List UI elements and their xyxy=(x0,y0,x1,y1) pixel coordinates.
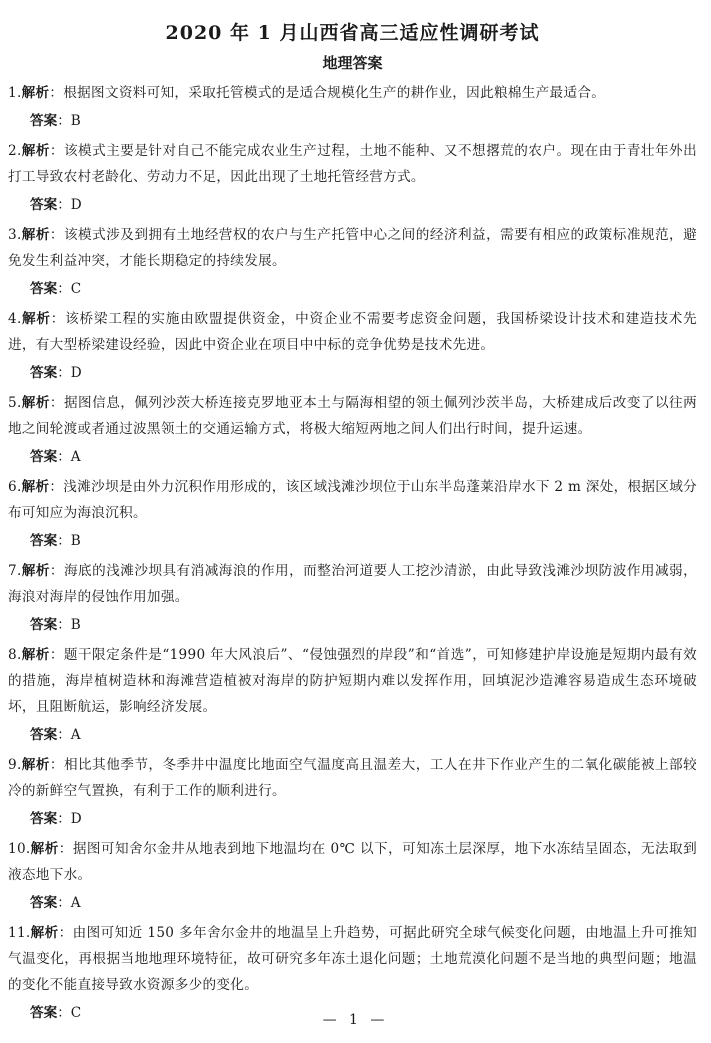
answer-label: 答案 xyxy=(30,895,58,911)
answer-label: 答案 xyxy=(30,617,58,633)
question-answer xyxy=(30,108,697,134)
question-analysis xyxy=(8,920,697,998)
question-number: 1. xyxy=(8,85,22,101)
question-analysis xyxy=(8,80,697,106)
analysis-label: 解析 xyxy=(21,311,51,327)
question-item xyxy=(8,80,697,138)
answer-value: ：D xyxy=(57,811,82,827)
question-answer xyxy=(30,276,697,302)
question-answer xyxy=(30,444,697,470)
analysis-label: 解析 xyxy=(21,757,50,773)
analysis-text: ：浅滩沙坝是由外力沉积作用形成的，该区域浅滩沙坝位于山东半岛蓬莱沿岸水下 2 m 深处，根据区域分布可知应为海浪沉积。 xyxy=(8,479,697,521)
analysis-text: ：海底的浅滩沙坝具有消减海浪的作用，而整治河道要人工挖沙清淤，由此导致浅滩沙坝防波作用减弱，海浪对海岸的侵蚀作用加强。 xyxy=(8,563,697,605)
question-item xyxy=(8,138,697,222)
question-analysis xyxy=(8,138,697,190)
analysis-text: ：相比其他季节，冬季井中温度比地面空气温度高且温差大，工人在井下作业产生的二氧化碳能被上部较冷的新鲜空气置换，有利于工作的顺利进行。 xyxy=(8,757,697,799)
question-analysis xyxy=(8,222,697,274)
question-item xyxy=(8,836,697,920)
question-number: 7. xyxy=(8,563,22,579)
question-item xyxy=(8,752,697,836)
answer-label: 答案 xyxy=(30,811,58,827)
answer-label: 答案 xyxy=(30,113,58,129)
analysis-text: ：该桥梁工程的实施由欧盟提供资金，中资企业不需要考虑资金问题，我国桥梁设计技术和建造技术先进，有大型桥梁建设经验，因此中资企业在项目中中标的竞争优势是技术先进。 xyxy=(8,311,697,353)
question-list xyxy=(8,80,697,1030)
answer-label: 答案 xyxy=(30,1005,58,1021)
analysis-text: ：由图可知近 150 多年舍尔金井的地温呈上升趋势，可据此研究全球气候变化问题，由地温上升可推知气温变化，再根据当地地理环境特征，故可研究多年冻土退化问题；土地荒漠化问题不是当地的典型问题；地温的变化不能直接导致水资源多少的变化。 xyxy=(8,925,697,993)
answer-value: ：B xyxy=(57,533,81,549)
analysis-text: ：据图可知舍尔金井从地表到地下地温均在 0℃ 以下，可知冻土层深厚，地下水冻结呈固态，无法取到液态地下水。 xyxy=(8,841,697,883)
question-analysis xyxy=(8,752,697,804)
question-item xyxy=(8,474,697,558)
question-item xyxy=(8,222,697,306)
analysis-text: ：根据图文资料可知，采取托管模式的是适合规模化生产的耕作业，因此粮棉生产最适合。 xyxy=(49,85,606,101)
analysis-text: ：据图信息，佩列沙茨大桥连接克罗地亚本土与隔海相望的领土佩列沙茨半岛，大桥建成后改变了以往两地之间轮渡或者通过波黑领土的交通运输方式，将极大缩短两地之间人们出行时间，提升运速。 xyxy=(8,395,697,437)
question-answer xyxy=(30,612,697,638)
question-number: 3. xyxy=(8,227,22,243)
question-number: 4. xyxy=(8,311,22,327)
analysis-label: 解析 xyxy=(21,227,50,243)
answer-label: 答案 xyxy=(30,365,58,381)
answer-value: ：A xyxy=(57,895,81,911)
answer-label: 答案 xyxy=(30,533,58,549)
answer-value: ：D xyxy=(57,197,82,213)
question-number: 11. xyxy=(8,925,31,941)
question-answer xyxy=(30,890,697,916)
analysis-label: 解析 xyxy=(21,479,50,495)
page-title: 2020 年 1 月山西省高三适应性调研考试 xyxy=(165,22,540,44)
answer-value: ：C xyxy=(57,1005,82,1021)
analysis-label: 解析 xyxy=(21,647,50,663)
question-analysis xyxy=(8,558,697,610)
analysis-label: 解析 xyxy=(30,841,59,857)
answer-value: ：D xyxy=(57,365,82,381)
question-number: 5. xyxy=(8,395,22,411)
answer-value: ：B xyxy=(57,617,81,633)
answer-value: ：C xyxy=(57,281,82,297)
analysis-text: ：题干限定条件是“1990 年大风浪后”、“侵蚀强烈的岸段”和“首选”，可知修建护岸设施是短期内最有效的措施，海岸植树造林和海滩营造植被对海岸的防护短期内难以发挥作用，回填泥沙造滩容易造成生态环境破坏，且阻断航运，影响经济发展。 xyxy=(8,647,697,715)
question-analysis xyxy=(8,642,697,720)
question-item xyxy=(8,306,697,390)
question-answer xyxy=(30,528,697,554)
question-answer xyxy=(30,360,697,386)
question-item xyxy=(8,390,697,474)
question-analysis xyxy=(8,390,697,442)
question-number: 10. xyxy=(8,841,31,857)
analysis-text: ：该模式涉及到拥有土地经营权的农户与生产托管中心之间的经济利益，需要有相应的政策标准规范，避免发生利益冲突，才能长期稳定的持续发展。 xyxy=(8,227,697,269)
analysis-label: 解析 xyxy=(21,143,50,159)
page-number: — 1 — xyxy=(322,1012,389,1028)
analysis-text: ：该模式主要是针对自己不能完成农业生产过程，土地不能种、又不想撂荒的农户。现在由于青壮年外出打工导致农村老龄化、劳动力不足，因此出现了土地托管经营方式。 xyxy=(8,143,697,185)
analysis-label: 解析 xyxy=(21,395,50,411)
question-analysis xyxy=(8,306,697,358)
question-number: 8. xyxy=(8,647,22,663)
question-item xyxy=(8,558,697,642)
question-answer xyxy=(30,806,697,832)
question-number: 2. xyxy=(8,143,22,159)
answer-value: ：A xyxy=(57,727,81,743)
question-number: 9. xyxy=(8,757,22,773)
question-analysis xyxy=(8,836,697,888)
question-item xyxy=(8,642,697,752)
analysis-label: 解析 xyxy=(21,85,50,101)
analysis-label: 解析 xyxy=(21,563,50,579)
question-answer xyxy=(30,192,697,218)
question-analysis xyxy=(8,474,697,526)
question-answer xyxy=(30,722,697,748)
answer-label: 答案 xyxy=(30,281,58,297)
answer-value: ：B xyxy=(57,113,81,129)
question-number: 6. xyxy=(8,479,22,495)
analysis-label: 解析 xyxy=(30,925,59,941)
answer-label: 答案 xyxy=(30,197,58,213)
answer-value: ：A xyxy=(57,449,81,465)
answer-label: 答案 xyxy=(30,449,58,465)
page-subtitle: 地理答案 xyxy=(322,54,383,72)
answer-label: 答案 xyxy=(30,727,58,743)
